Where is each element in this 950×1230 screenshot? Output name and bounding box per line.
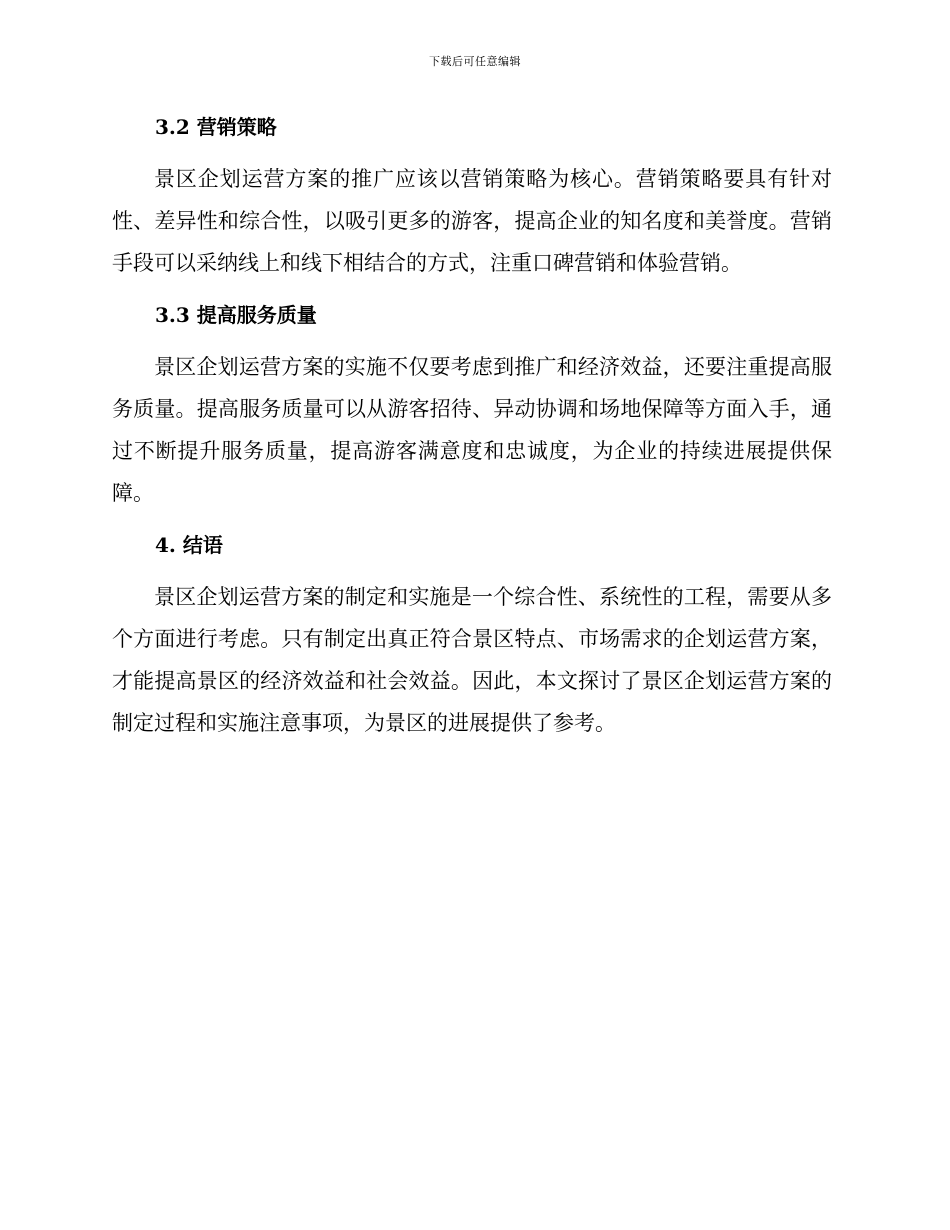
body-paragraph: 景区企划运营方案的制定和实施是一个综合性、系统性的工程，需要从多个方面进行考虑。只有制定出真正符合景区特点、市场需求的企划运营方案，才能提高景区的经济效益和社会效益。因此，本文探讨了景区企划运营方案的制定过程和实施注意事项，为景区的进展提供了参考。 — [112, 585, 832, 735]
section-4 — [112, 526, 832, 744]
body-paragraph: 景区企划运营方案的推广应该以营销策略为核心。营销策略要具有针对性、差异性和综合性，以吸引更多的游客，提高企业的知名度和美誉度。营销手段可以采纳线上和线下相结合的方式，注重口碑营销和体验营销。 — [112, 167, 832, 275]
section-heading: 3.2 营销策略 — [155, 115, 277, 139]
document-body — [112, 108, 832, 744]
section-3-2 — [112, 108, 832, 284]
section-3-3 — [112, 296, 832, 514]
running-header: 下载后可任意编辑 — [429, 55, 521, 68]
body-paragraph: 景区企划运营方案的实施不仅要考虑到推广和经济效益，还要注重提高服务质量。提高服务质量可以从游客招待、异动协调和场地保障等方面入手，通过不断提升服务质量，提高游客满意度和忠诚度，为企业的持续进展提供保障。 — [112, 355, 832, 505]
section-heading: 3.3 提高服务质量 — [155, 303, 317, 327]
section-heading: 4. 结语 — [155, 533, 223, 557]
